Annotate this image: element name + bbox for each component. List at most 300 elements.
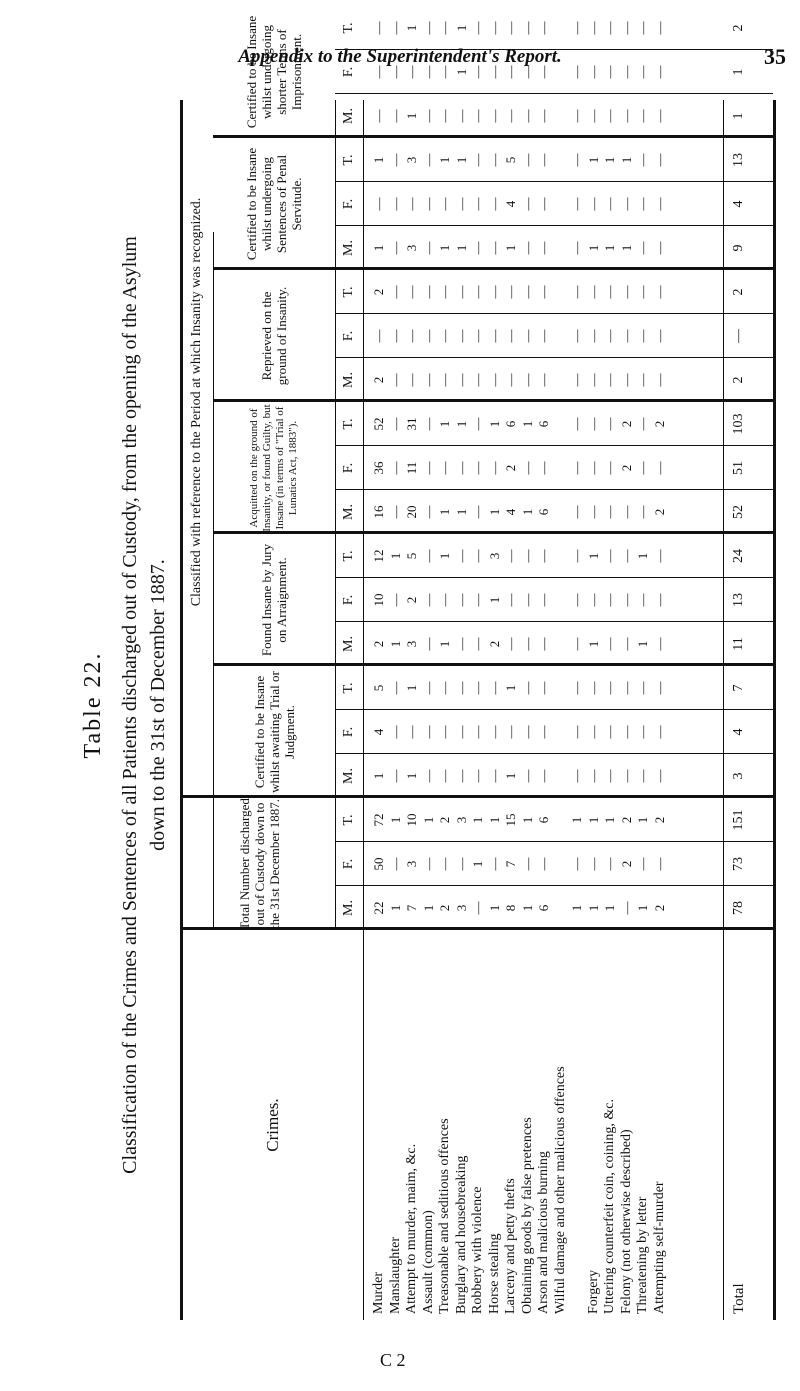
table-cell: — <box>453 197 469 211</box>
table-cell: — <box>470 21 485 35</box>
table-cell: 2 <box>503 464 518 472</box>
table-cell: — <box>486 373 502 387</box>
table-cell: — <box>420 241 436 255</box>
table-cell: 5 <box>503 156 518 164</box>
table-cell: — <box>503 725 518 739</box>
table-cell: 1 <box>585 552 601 560</box>
table-cell: — <box>420 373 436 387</box>
crime-name: Obtaining goods by false pretences <box>519 1117 535 1314</box>
table-cell: — <box>618 549 634 563</box>
table-cell: — <box>437 65 452 79</box>
table-cell: — <box>602 681 617 695</box>
table-cell: — <box>453 109 469 123</box>
table-cell: — <box>486 65 502 79</box>
table-cell: — <box>519 637 535 651</box>
column-head: M. <box>341 372 356 388</box>
table-cell: — <box>635 21 650 35</box>
column-head: F. <box>341 198 356 210</box>
column-total: 1 <box>731 68 746 76</box>
table-cell: — <box>618 637 634 651</box>
table-cell: — <box>536 725 551 739</box>
table-cell: 2 <box>618 420 634 428</box>
table-cell: — <box>585 373 601 387</box>
table-cell: — <box>651 21 667 35</box>
table-cell: — <box>420 285 436 299</box>
table-cell: — <box>420 109 436 123</box>
table-cell: — <box>503 109 518 123</box>
table-cell: — <box>387 109 403 123</box>
table-cell: 1 <box>635 640 650 648</box>
table-cell: — <box>569 505 584 519</box>
column-total: 24 <box>731 549 746 563</box>
table-cell: 1 <box>503 244 518 252</box>
column-head: F. <box>341 858 356 870</box>
table-cell: — <box>618 769 634 783</box>
table-cell: — <box>470 637 485 651</box>
group-header: Certified to be Insane whilst awaiting Trial or Judgment. <box>251 671 297 793</box>
column-total: 103 <box>731 413 746 435</box>
table-cell: — <box>470 153 485 167</box>
column-total: 4 <box>731 728 746 736</box>
table-cell: 1 <box>635 816 650 824</box>
table-cell: 1 <box>387 904 403 912</box>
table-cell: 10 <box>404 813 419 827</box>
table-cell: 1 <box>585 640 601 648</box>
table-cell: — <box>437 857 452 871</box>
column-total: — <box>731 329 746 343</box>
table-cell: — <box>651 197 667 211</box>
table-cell: — <box>470 505 485 519</box>
column-head: M. <box>341 504 356 520</box>
table-cell: — <box>404 373 419 387</box>
table-cell: — <box>486 241 502 255</box>
table-cell: 1 <box>486 596 502 604</box>
table-cell: — <box>536 373 551 387</box>
table-cell: 2 <box>651 508 667 516</box>
table-cell: — <box>519 285 535 299</box>
table-cell: — <box>371 197 386 211</box>
table-cell: — <box>387 329 403 343</box>
table-cell: — <box>536 21 551 35</box>
table-cell: — <box>387 681 403 695</box>
table-cell: — <box>602 109 617 123</box>
table-cell: — <box>618 197 634 211</box>
column-head: T. <box>341 682 356 694</box>
table-cell: — <box>635 461 650 475</box>
table-cell: — <box>503 549 518 563</box>
table-cell: — <box>618 901 634 915</box>
table-cell: — <box>585 505 601 519</box>
table-cell: — <box>420 417 436 431</box>
column-head: M. <box>341 900 356 916</box>
table-cell: 4 <box>503 200 518 208</box>
table-cell: — <box>585 197 601 211</box>
table-cell: 3 <box>404 640 419 648</box>
table-cell: — <box>569 593 584 607</box>
table-cell: — <box>437 21 452 35</box>
table-cell: — <box>519 681 535 695</box>
column-head: T. <box>341 814 356 826</box>
table-cell: — <box>503 65 518 79</box>
table-cell: 1 <box>585 816 601 824</box>
crime-name: Threatening by letter <box>635 1196 650 1314</box>
table-cell: 3 <box>404 860 419 868</box>
table-cell: — <box>470 725 485 739</box>
table-title <box>116 90 172 1320</box>
column-values <box>371 446 668 490</box>
table-cell: — <box>651 769 667 783</box>
crime-name: Wilful damage and other malicious offences <box>552 1066 568 1314</box>
classified-header: Classified with reference to the Period at which Insanity was recognized. <box>189 197 204 607</box>
table-cell: — <box>437 109 452 123</box>
table-cell: — <box>635 197 650 211</box>
table-cell: — <box>602 725 617 739</box>
table-cell: — <box>519 461 535 475</box>
table-cell: 1 <box>371 244 386 252</box>
column-values <box>371 182 668 226</box>
table-cell: — <box>635 417 650 431</box>
table-cell: 1 <box>437 420 452 428</box>
table-cell: — <box>569 725 584 739</box>
table-cell: 31 <box>404 417 419 431</box>
table-cell: — <box>536 857 551 871</box>
table-cell: — <box>585 681 601 695</box>
table-cell: 2 <box>486 640 502 648</box>
table-cell: — <box>371 109 386 123</box>
table-cell: 1 <box>453 68 469 76</box>
table-cell: — <box>569 241 584 255</box>
total-discharged-header: Total Number discharged out of Custody down to the 31st December 1887. <box>236 798 282 930</box>
table-cell: — <box>519 549 535 563</box>
signature-mark: C 2 <box>380 1350 406 1370</box>
table-cell: — <box>618 65 634 79</box>
table-cell: — <box>585 769 601 783</box>
table-cell: 1 <box>635 904 650 912</box>
table-cell: 5 <box>371 684 386 692</box>
column-head: M. <box>341 768 356 784</box>
table-cell: — <box>536 681 551 695</box>
table-cell: — <box>470 109 485 123</box>
table-cell: — <box>602 505 617 519</box>
table-cell: 5 <box>404 552 419 560</box>
table-cell: 1 <box>618 156 634 164</box>
table-cell: — <box>437 329 452 343</box>
table-cell: — <box>420 637 436 651</box>
table-cell: — <box>519 153 535 167</box>
table-cell: — <box>519 725 535 739</box>
column-head: F. <box>341 66 356 78</box>
table-cell: — <box>585 461 601 475</box>
table-cell: — <box>486 461 502 475</box>
table-cell: — <box>618 681 634 695</box>
table-cell: — <box>420 725 436 739</box>
table-cell: — <box>387 593 403 607</box>
table-cell: — <box>585 725 601 739</box>
table-cell: — <box>536 769 551 783</box>
table-cell: — <box>618 505 634 519</box>
table-cell: — <box>519 21 535 35</box>
table-cell: — <box>519 593 535 607</box>
crime-name: Uttering counterfeit coin, coining, &c. <box>602 1099 617 1314</box>
table-cell: — <box>635 285 650 299</box>
table-cell: 1 <box>371 772 386 780</box>
table-cell: 50 <box>371 857 386 871</box>
crime-name: Murder <box>371 1272 386 1314</box>
table-cell: — <box>618 725 634 739</box>
crime-name: Attempt to murder, maim, &c. <box>404 1143 419 1314</box>
group-header: Acquitted on the ground of Insanity, or found Guilty, but Insane (in terms of "Trial of Lunatics Act, 1883"). <box>248 404 299 532</box>
table-cell: 72 <box>371 813 386 827</box>
table-cell: — <box>503 21 518 35</box>
table-cell: — <box>618 329 634 343</box>
table-cell: 2 <box>618 860 634 868</box>
table-cell: — <box>569 857 584 871</box>
column-values <box>371 710 668 754</box>
table-cell: 3 <box>453 904 469 912</box>
column-head: M. <box>341 240 356 256</box>
table-cell: — <box>437 681 452 695</box>
table-cell: — <box>635 593 650 607</box>
table-cell: — <box>602 329 617 343</box>
table-cell: — <box>420 65 436 79</box>
table-cell: — <box>404 725 419 739</box>
column-values <box>371 270 668 314</box>
table-cell: — <box>602 857 617 871</box>
table-cell: — <box>536 241 551 255</box>
column-head: T. <box>341 22 356 34</box>
crime-name: Larceny and petty thefts <box>503 1178 518 1314</box>
table-cell: — <box>569 65 584 79</box>
table-cell: — <box>404 65 419 79</box>
table-cell: — <box>519 857 535 871</box>
table-cell: — <box>371 21 386 35</box>
table-cell: — <box>651 549 667 563</box>
table-cell: 1 <box>404 772 419 780</box>
table-cell: — <box>420 21 436 35</box>
table-cell: — <box>569 109 584 123</box>
column-head: M. <box>341 636 356 652</box>
table-cell: 7 <box>404 904 419 912</box>
table-cell: 1 <box>453 24 469 32</box>
table-cell: 36 <box>371 461 386 475</box>
table-cell: 1 <box>585 244 601 252</box>
table-cell: — <box>602 197 617 211</box>
column-total: 73 <box>731 857 746 871</box>
table-cell: — <box>519 769 535 783</box>
table-cell: — <box>486 153 502 167</box>
table-cell: 1 <box>602 156 617 164</box>
table-cell: — <box>453 461 469 475</box>
total-divider <box>723 100 724 1320</box>
table-cell: — <box>618 593 634 607</box>
column-values <box>371 138 668 182</box>
table-cell: — <box>470 461 485 475</box>
table-cell: — <box>387 505 403 519</box>
table-cell: — <box>602 593 617 607</box>
table-cell: — <box>453 857 469 871</box>
table-cell: — <box>635 505 650 519</box>
table-cell: — <box>569 417 584 431</box>
table-cell: 3 <box>404 156 419 164</box>
table-cell: — <box>503 285 518 299</box>
table-cell: — <box>635 857 650 871</box>
column-total: 52 <box>731 505 746 519</box>
table-cell: — <box>387 461 403 475</box>
table-cell: — <box>387 857 403 871</box>
table-cell: — <box>420 769 436 783</box>
table-cell: — <box>404 329 419 343</box>
column-total: 13 <box>731 153 746 167</box>
crime-name: Manslaughter <box>387 1237 403 1314</box>
table-cell: 6 <box>503 420 518 428</box>
table-cell: — <box>651 725 667 739</box>
table-cell: — <box>453 637 469 651</box>
table-cell: 2 <box>437 816 452 824</box>
column-values <box>371 578 668 622</box>
table-cell: 1 <box>453 508 469 516</box>
table-cell: — <box>519 197 535 211</box>
table-cell: — <box>635 241 650 255</box>
column-head: T. <box>341 286 356 298</box>
table-cell: — <box>387 417 403 431</box>
column-values <box>371 754 668 798</box>
table-cell: — <box>635 725 650 739</box>
column-total: 7 <box>731 684 746 692</box>
table-cell: 2 <box>404 596 419 604</box>
table-cell: 4 <box>503 508 518 516</box>
table-cell: — <box>519 373 535 387</box>
table-cell: 52 <box>371 417 386 431</box>
table-cell: 1 <box>420 904 436 912</box>
column-values <box>371 534 668 578</box>
column-total: 2 <box>731 376 746 384</box>
table-cell: — <box>585 109 601 123</box>
table-cell: — <box>585 65 601 79</box>
table-cell: 1 <box>387 640 403 648</box>
crime-name: Attempting self-murder <box>651 1181 667 1314</box>
column-values <box>371 226 668 270</box>
table-cell: — <box>486 769 502 783</box>
crime-name: Horse stealing <box>486 1233 502 1314</box>
table-cell: 11 <box>404 461 419 475</box>
table-cell: — <box>651 857 667 871</box>
table-cell: — <box>437 461 452 475</box>
table-cell: 2 <box>651 420 667 428</box>
table-cell: 1 <box>453 156 469 164</box>
table-cell: — <box>651 109 667 123</box>
column-values <box>371 314 668 358</box>
table-cell: 1 <box>404 112 419 120</box>
table-cell: — <box>470 329 485 343</box>
table-cell: — <box>602 285 617 299</box>
table-cell: — <box>503 593 518 607</box>
column-total: 4 <box>731 200 746 208</box>
table-cell: 1 <box>602 244 617 252</box>
column-values <box>371 6 668 50</box>
table-cell: 4 <box>371 728 386 736</box>
column-values <box>371 490 668 534</box>
table-cell: 1 <box>404 24 419 32</box>
table-cell: 1 <box>371 156 386 164</box>
table-cell: 1 <box>503 684 518 692</box>
column-total: 1 <box>731 112 746 120</box>
table-cell: 1 <box>602 904 617 912</box>
table-cell: — <box>387 197 403 211</box>
table-cell: 3 <box>404 244 419 252</box>
table-cell: 2 <box>618 464 634 472</box>
table-cell: — <box>437 285 452 299</box>
table-cell: — <box>651 637 667 651</box>
group-header: Certified to be Insane whilst undergoing shorter Terms of Imprisonment. <box>244 15 304 129</box>
table-cell: — <box>635 153 650 167</box>
table-cell: 1 <box>437 156 452 164</box>
table-cell: 1 <box>569 904 584 912</box>
table-cell: 1 <box>585 156 601 164</box>
table-cell: 3 <box>453 816 469 824</box>
table-cell: — <box>420 153 436 167</box>
table-cell: 10 <box>371 593 386 607</box>
table-cell: — <box>536 65 551 79</box>
table-cell: — <box>470 681 485 695</box>
table-cell: 1 <box>486 904 502 912</box>
table-cell: — <box>486 285 502 299</box>
column-total: 51 <box>731 461 746 475</box>
table-cell: — <box>503 329 518 343</box>
table-cell: 1 <box>602 816 617 824</box>
table-cell: — <box>387 373 403 387</box>
crime-name: Burglary and housebreaking <box>453 1155 469 1314</box>
crime-name: Treasonable and seditious offences <box>437 1118 452 1314</box>
table-cell: — <box>635 769 650 783</box>
table-cell: 2 <box>651 904 667 912</box>
column-total: 13 <box>731 593 746 607</box>
table-cell: — <box>470 373 485 387</box>
table-cell: — <box>420 461 436 475</box>
column-head: F. <box>341 726 356 738</box>
crime-name: Robbery with violence <box>470 1186 485 1314</box>
table-cell: — <box>536 109 551 123</box>
table-cell: — <box>651 285 667 299</box>
table-cell: 6 <box>536 904 551 912</box>
table-cell: — <box>602 373 617 387</box>
table-cell: 1 <box>387 552 403 560</box>
table-cell: — <box>618 373 634 387</box>
table-cell: — <box>602 21 617 35</box>
group-header: Reprieved on the ground of Insanity. <box>259 286 289 386</box>
table-cell: 2 <box>618 816 634 824</box>
table-cell: — <box>486 681 502 695</box>
table-cell: — <box>569 373 584 387</box>
table-cell: 1 <box>519 816 535 824</box>
table-cell: — <box>453 549 469 563</box>
table-cell: — <box>536 637 551 651</box>
crime-name: Arson and malicious burning <box>536 1151 551 1314</box>
crimes-header: Crimes. <box>263 1098 282 1152</box>
table-cell: — <box>635 373 650 387</box>
table-cell: 1 <box>519 420 535 428</box>
table-cell: 2 <box>371 376 386 384</box>
column-head: T. <box>341 154 356 166</box>
table-cell: 1 <box>519 904 535 912</box>
table-cell: — <box>569 681 584 695</box>
table-cell: — <box>387 725 403 739</box>
table-cell: 2 <box>437 904 452 912</box>
table-cell: — <box>536 285 551 299</box>
table-title-line-1: Classification of the Crimes and Sentences of all Patients discharged out of Custody, from the opening of the Asylum <box>119 236 141 1174</box>
table-cell: 1 <box>618 244 634 252</box>
table-cell: — <box>420 549 436 563</box>
table-cell: 20 <box>404 505 419 519</box>
